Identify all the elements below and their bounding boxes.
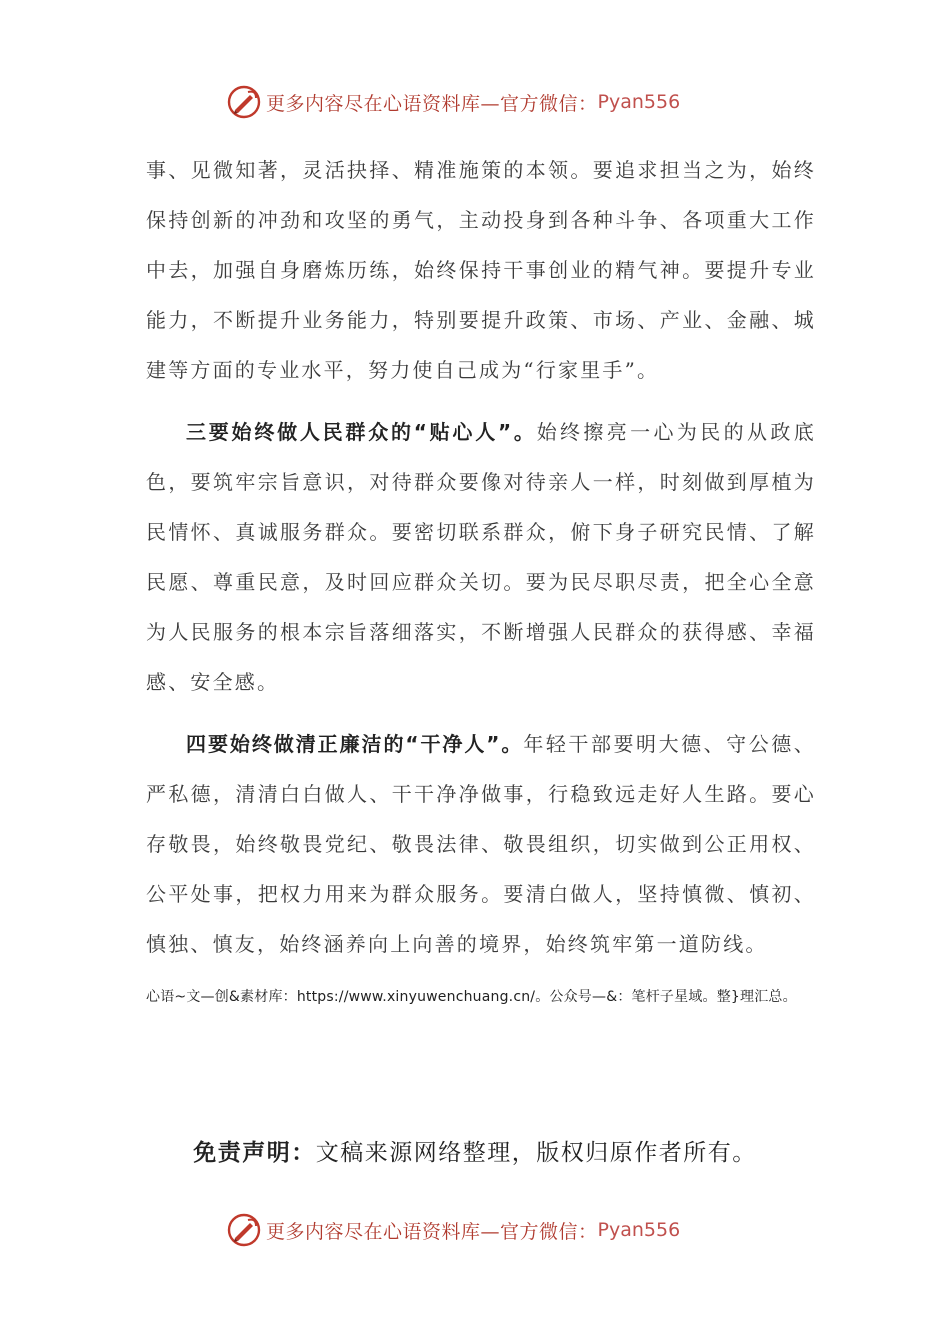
- banner-text: 更多内容尽在心语资料库—官方微信：: [266, 92, 598, 115]
- paragraph-1-text: 事、见微知著，灵活抉择、精准施策的本领。要追求担当之为，始终保持创新的冲劲和攻坚的勇气，主动投身到各种斗争、各项重大工作中去，加强自身磨炼历练，始终保持干事创业的精气神。要提升专业能力，不断提升业务能力，特别要提升政策、市场、产业、金融、城建等方面的专业水平，努力使自己成为“行家里手”。: [146, 158, 816, 382]
- document-body: [146, 145, 816, 1009]
- paragraph-2-text: 始终擦亮一心为民的从政底色，要筑牢宗旨意识，对待群众要像对待亲人一样，时刻做到厚植为民情怀、真诚服务群众。要密切联系群众，俯下身子研究民情、了解民愿、尊重民意，及时回应群众关切。要为民尽职尽责，把全心全意为人民服务的根本宗旨落细落实，不断增强人民群众的获得感、幸福感、安全感。: [146, 420, 817, 694]
- pen-logo-icon: [226, 1212, 262, 1248]
- disclaimer-text: 文稿来源网络整理，版权归原作者所有。: [315, 1140, 757, 1166]
- footer-banner: [226, 1210, 746, 1250]
- disclaimer-label: 免责声明：: [193, 1140, 316, 1166]
- source-note: 心语~文—创&素材库：https://www.xinyuwenchuang.cn/。公众号—&：笔杆子星域。整}理汇总。: [146, 989, 797, 1005]
- banner-wechat-id: Pyan556: [597, 1219, 681, 1241]
- banner-text: 更多内容尽在心语资料库—官方微信：: [266, 1220, 598, 1243]
- pen-logo-icon: [226, 84, 262, 120]
- paragraph-3-heading: 四要始终做清正廉洁的“干净人”。: [186, 732, 524, 756]
- banner-wechat-id: Pyan556: [597, 91, 681, 113]
- paragraph-2-heading: 三要始终做人民群众的“贴心人”。: [186, 420, 537, 444]
- paragraph-2: [146, 407, 816, 707]
- paragraph-1: [146, 145, 816, 395]
- header-banner: [226, 82, 746, 122]
- disclaimer: [0, 1134, 950, 1167]
- paragraph-3-text: 年轻干部要明大德、守公德、严私德，清清白白做人、干干净净做事，行稳致远走好人生路。要心存敬畏，始终敬畏党纪、敬畏法律、敬畏组织，切实做到公正用权、公平处事，把权力用来为群众服务。要清白做人，坚持慎微、慎初、慎独、慎友，始终涵养向上向善的境界，始终筑牢第一道防线。: [146, 732, 816, 956]
- paragraph-3: [146, 719, 816, 969]
